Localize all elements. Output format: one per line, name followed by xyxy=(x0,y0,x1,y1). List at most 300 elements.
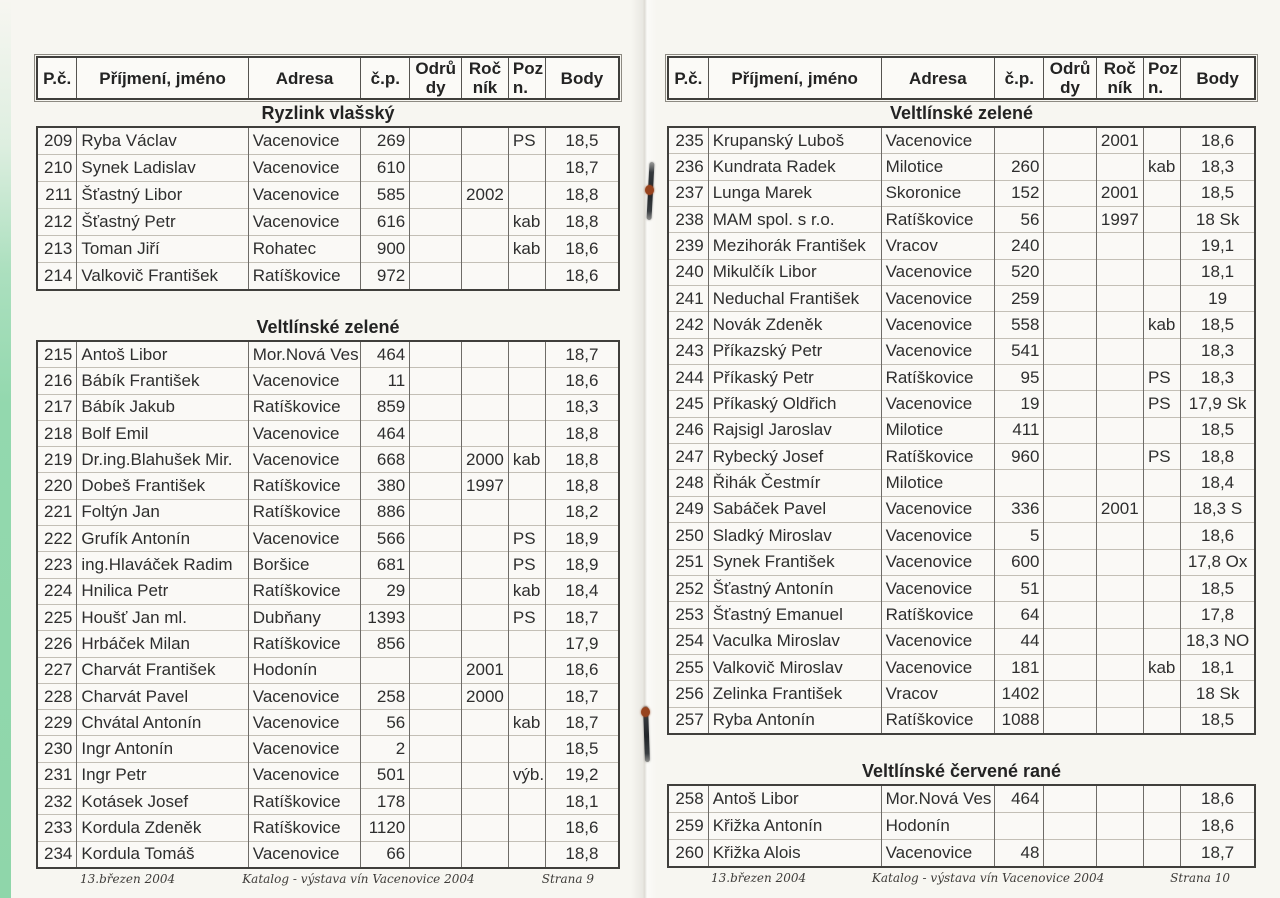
cell-entry-number: 237 xyxy=(668,180,708,206)
header-col-variety: Odrů dy xyxy=(410,57,462,99)
cell-address: Vacenovice xyxy=(248,841,361,868)
cell-address: Vracov xyxy=(881,681,995,707)
cell-name: Charvát František xyxy=(77,657,248,683)
cell-house-number: 29 xyxy=(361,578,410,604)
cell-address: Vacenovice xyxy=(248,209,361,236)
cell-vintage xyxy=(462,631,509,657)
cell-house-number: 95 xyxy=(995,365,1044,391)
footer-title: Katalog - výstava vín Vacenovice 2004 xyxy=(871,870,1105,885)
cell-house-number xyxy=(995,812,1044,839)
cell-entry-number: 223 xyxy=(37,552,77,578)
cell-name: Ingr Antonín xyxy=(77,736,248,762)
header-col-entry-number: P.č. xyxy=(674,68,703,88)
cell-address: Ratíškovice xyxy=(881,207,995,233)
cell-note xyxy=(508,420,545,446)
cell-name: Grufík Antonín xyxy=(77,526,248,552)
header-col-variety: Odrů dy xyxy=(1044,57,1096,99)
cell-entry-number: 247 xyxy=(668,444,708,470)
cell-variety xyxy=(1044,785,1096,813)
cell-entry-number: 227 xyxy=(37,657,77,683)
cell-points: 18,7 xyxy=(545,341,619,368)
cell-address: Vacenovice xyxy=(881,312,995,338)
cell-variety xyxy=(410,736,462,762)
cell-vintage xyxy=(1096,707,1143,734)
staple-rust-spot xyxy=(641,707,650,717)
cell-points: 18,8 xyxy=(545,182,619,209)
cell-note xyxy=(1143,470,1180,496)
cell-vintage xyxy=(462,127,509,155)
cell-vintage xyxy=(462,263,509,291)
cell-vintage xyxy=(1096,681,1143,707)
cell-address: Vacenovice xyxy=(881,549,995,575)
cell-variety xyxy=(1044,523,1096,549)
cell-variety xyxy=(410,155,462,182)
cell-name: Kordula Tomáš xyxy=(77,841,248,868)
table-row xyxy=(37,815,619,841)
table-row xyxy=(668,180,1255,206)
cell-entry-number: 241 xyxy=(668,286,708,312)
cell-name: Vaculka Miroslav xyxy=(708,628,881,654)
cell-points: 18,6 xyxy=(1181,785,1255,813)
cell-variety xyxy=(1044,470,1096,496)
cell-points: 18,6 xyxy=(545,657,619,683)
cell-note xyxy=(508,499,545,525)
table-row xyxy=(37,683,619,709)
header-col-address: Adresa xyxy=(248,57,361,99)
cell-vintage xyxy=(462,578,509,604)
cell-house-number: 520 xyxy=(995,259,1044,285)
cell-address: Boršice xyxy=(248,552,361,578)
wine-entries-table xyxy=(667,126,1256,735)
cell-address: Vacenovice xyxy=(881,839,995,867)
cell-entry-number: 258 xyxy=(675,788,704,808)
catalog-page-right xyxy=(667,56,1256,885)
cell-vintage: 2002 xyxy=(462,182,509,209)
cell-house-number: 1088 xyxy=(995,707,1044,734)
header-col-vintage: Roč ník xyxy=(1096,57,1143,99)
cell-vintage xyxy=(462,236,509,263)
cell-address: Vacenovice xyxy=(881,575,995,601)
cell-entry-number: 240 xyxy=(668,259,708,285)
cell-name: Sladký Miroslav xyxy=(708,523,881,549)
cell-vintage xyxy=(1096,575,1143,601)
cell-address: Ratíškovice xyxy=(248,578,361,604)
table-row xyxy=(37,762,619,788)
cell-entry-number: 225 xyxy=(37,604,77,630)
cell-house-number: 972 xyxy=(361,263,410,291)
cell-vintage xyxy=(1096,338,1143,364)
cell-house-number: 44 xyxy=(995,628,1044,654)
cell-note xyxy=(1143,338,1180,364)
cell-house-number: 900 xyxy=(361,236,410,263)
cell-variety xyxy=(1044,839,1096,867)
cell-name: Dr.ing.Blahušek Mir. xyxy=(77,447,248,473)
cell-points: 18,3 xyxy=(545,394,619,420)
cell-address: Vacenovice xyxy=(881,286,995,312)
cell-vintage xyxy=(462,368,509,394)
cell-address: Vacenovice xyxy=(881,496,995,522)
table-row xyxy=(668,707,1255,734)
cell-entry-number: 209 xyxy=(43,131,73,150)
cell-vintage xyxy=(462,815,509,841)
cell-note xyxy=(1143,707,1180,734)
cell-note: kab xyxy=(508,710,545,736)
table-row xyxy=(668,628,1255,654)
footer-title: Katalog - výstava vín Vacenovice 2004 xyxy=(242,871,475,886)
cell-address: Vacenovice xyxy=(248,420,361,446)
cell-note xyxy=(508,841,545,868)
cell-points: 18,7 xyxy=(545,155,619,182)
cell-address: Ratíškovice xyxy=(248,815,361,841)
cell-name: Příkaský Petr xyxy=(708,365,881,391)
table-row xyxy=(668,127,1255,154)
cell-note xyxy=(508,341,545,368)
cell-points: 18,5 xyxy=(1181,417,1255,443)
cell-entry-number: 260 xyxy=(668,839,708,867)
cell-variety xyxy=(410,789,462,815)
header-row xyxy=(668,57,1255,99)
cell-name: ing.Hlaváček Radim xyxy=(77,552,248,578)
cell-name: Bábík František xyxy=(77,368,248,394)
table-row xyxy=(668,575,1255,601)
cell-house-number: 56 xyxy=(995,207,1044,233)
cell-variety xyxy=(410,420,462,446)
table-row xyxy=(668,496,1255,522)
cell-vintage xyxy=(462,841,509,868)
section-title: Veltlínské červené rané xyxy=(861,760,1062,781)
cell-note xyxy=(1143,575,1180,601)
table-row xyxy=(37,127,619,155)
cell-entry-number: 222 xyxy=(37,526,77,552)
cell-variety xyxy=(410,841,462,868)
cell-house-number: 56 xyxy=(361,710,410,736)
section-title: Veltlínské zelené xyxy=(256,317,400,337)
cell-vintage xyxy=(1096,628,1143,654)
cell-note: PS xyxy=(508,552,545,578)
cell-address: Ratíškovice xyxy=(248,789,361,815)
cell-name: Kordula Zdeněk xyxy=(77,815,248,841)
cell-vintage xyxy=(462,552,509,578)
cell-house-number: 380 xyxy=(361,473,410,499)
cell-name: Mezihorák František xyxy=(708,233,881,259)
cell-points: 18,7 xyxy=(1181,839,1255,867)
cell-points: 18,1 xyxy=(545,789,619,815)
cell-vintage xyxy=(1096,444,1143,470)
cell-house-number: 859 xyxy=(361,394,410,420)
cell-address: Ratíškovice xyxy=(248,499,361,525)
cell-name: Řihák Čestmír xyxy=(708,470,881,496)
cell-name: Antoš Libor xyxy=(708,785,881,813)
cell-points: 18,8 xyxy=(545,420,619,446)
cell-vintage: 2000 xyxy=(462,447,509,473)
table-row xyxy=(37,578,619,604)
cell-points: 18,5 xyxy=(1181,575,1255,601)
cell-address: Vacenovice xyxy=(248,127,361,155)
cell-entry-number: 232 xyxy=(37,789,77,815)
cell-variety xyxy=(1044,444,1096,470)
cell-note: kab xyxy=(508,209,545,236)
cell-note xyxy=(1143,233,1180,259)
cell-name: Zelinka František xyxy=(708,681,881,707)
header-col-house-number: č.p. xyxy=(995,57,1044,99)
cell-entry-number: 210 xyxy=(37,155,77,182)
cell-address: Milotice xyxy=(881,417,995,443)
cell-points: 18,5 xyxy=(1181,707,1255,734)
cell-address: Hodonín xyxy=(881,812,995,839)
cell-note: PS xyxy=(1143,391,1180,417)
cell-note xyxy=(1143,496,1180,522)
cell-entry-number: 216 xyxy=(37,368,77,394)
cell-house-number: 411 xyxy=(995,417,1044,443)
cell-entry-number: 236 xyxy=(668,154,708,180)
cell-vintage: 2001 xyxy=(1096,496,1143,522)
cell-name: Mikulčík Libor xyxy=(708,259,881,285)
table-row xyxy=(668,391,1255,417)
header-col-entry-number: P.č. xyxy=(43,68,72,88)
cell-points: 18,7 xyxy=(545,710,619,736)
cell-house-number: 464 xyxy=(361,341,410,368)
cell-variety xyxy=(410,526,462,552)
cell-note xyxy=(508,683,545,709)
cell-points: 19 xyxy=(1181,286,1255,312)
cell-variety xyxy=(410,209,462,236)
cell-points: 18,6 xyxy=(545,263,619,291)
cell-vintage xyxy=(462,155,509,182)
cell-note xyxy=(1143,812,1180,839)
table-row xyxy=(37,155,619,182)
cell-entry-number: 215 xyxy=(43,344,73,364)
cell-entry-number: 239 xyxy=(668,233,708,259)
table-row xyxy=(668,417,1255,443)
table-row xyxy=(37,631,619,657)
cell-points: 18,8 xyxy=(545,841,619,868)
cell-vintage xyxy=(462,526,509,552)
cell-name: Synek Ladislav xyxy=(77,155,248,182)
cell-name: MAM spol. s r.o. xyxy=(708,207,881,233)
cell-address: Vacenovice xyxy=(248,762,361,788)
cell-entry-number: 248 xyxy=(668,470,708,496)
cell-points: 18,8 xyxy=(545,209,619,236)
cell-variety xyxy=(410,815,462,841)
cell-note: kab xyxy=(508,578,545,604)
cell-address: Rohatec xyxy=(248,236,361,263)
cell-house-number: 260 xyxy=(995,154,1044,180)
cell-points: 18,6 xyxy=(1181,523,1255,549)
cell-house-number: 258 xyxy=(361,683,410,709)
cell-vintage xyxy=(462,209,509,236)
cell-entry-number: 224 xyxy=(37,578,77,604)
cell-name: Bolf Emil xyxy=(77,420,248,446)
cell-vintage: 1997 xyxy=(1096,207,1143,233)
cell-name: Hrbáček Milan xyxy=(77,631,248,657)
cell-vintage xyxy=(462,499,509,525)
cell-vintage xyxy=(1096,785,1143,813)
footer-page-number: Strana 10 xyxy=(1170,870,1230,885)
table-row xyxy=(668,812,1255,839)
cell-address: Vacenovice xyxy=(248,710,361,736)
table-row xyxy=(37,526,619,552)
cell-address: Vacenovice xyxy=(881,391,995,417)
table-row xyxy=(37,236,619,263)
cell-name: Křižka Antonín xyxy=(708,812,881,839)
cell-house-number xyxy=(995,127,1044,154)
cell-entry-number: 255 xyxy=(668,654,708,680)
sections-container xyxy=(667,101,1256,868)
cell-note xyxy=(508,155,545,182)
cell-address: Skoronice xyxy=(881,180,995,206)
cell-vintage xyxy=(1096,233,1143,259)
table-row xyxy=(37,394,619,420)
cell-address: Vacenovice xyxy=(248,182,361,209)
cell-entry-number: 230 xyxy=(37,736,77,762)
cell-name: Houšť Jan ml. xyxy=(77,604,248,630)
cell-name: Křižka Alois xyxy=(708,839,881,867)
cell-note xyxy=(508,657,545,683)
table-row xyxy=(37,604,619,630)
cell-note: kab xyxy=(508,236,545,263)
cell-entry-number: 214 xyxy=(37,263,77,291)
catalog-page-left xyxy=(36,56,620,886)
cell-house-number: 566 xyxy=(361,526,410,552)
table-row xyxy=(668,233,1255,259)
cell-vintage xyxy=(1096,812,1143,839)
cell-vintage xyxy=(462,789,509,815)
cell-entry-number: 246 xyxy=(668,417,708,443)
wine-entries-table xyxy=(36,126,620,291)
cell-name: Charvát Pavel xyxy=(77,683,248,709)
cell-points: 17,8 Ox xyxy=(1181,549,1255,575)
cell-address: Ratíškovice xyxy=(881,365,995,391)
cell-vintage xyxy=(1096,602,1143,628)
cell-points: 19,2 xyxy=(545,762,619,788)
cell-variety xyxy=(410,578,462,604)
cell-variety xyxy=(410,683,462,709)
cell-house-number: 5 xyxy=(995,523,1044,549)
cell-variety xyxy=(1044,628,1096,654)
cell-variety xyxy=(1044,180,1096,206)
cell-house-number: 464 xyxy=(995,785,1044,813)
cell-vintage xyxy=(462,604,509,630)
cell-address: Milotice xyxy=(881,470,995,496)
cell-variety xyxy=(1044,233,1096,259)
page-footer xyxy=(36,872,620,886)
cell-entry-number: 228 xyxy=(37,683,77,709)
table-row xyxy=(668,154,1255,180)
cell-variety xyxy=(410,552,462,578)
header-row xyxy=(37,57,619,99)
cell-points: 18,3 xyxy=(1181,154,1255,180)
cell-entry-number: 249 xyxy=(668,496,708,522)
cell-name: Synek František xyxy=(708,549,881,575)
header-col-vintage: Roč ník xyxy=(462,57,509,99)
cell-points: 18,9 xyxy=(545,526,619,552)
page-footer xyxy=(667,871,1256,885)
cell-variety xyxy=(410,604,462,630)
cell-variety xyxy=(1044,602,1096,628)
cell-vintage xyxy=(1096,654,1143,680)
header-col-note: Poz n. xyxy=(1143,57,1180,99)
cell-variety xyxy=(410,447,462,473)
cell-entry-number: 211 xyxy=(37,182,77,209)
section-title: Veltlínské zelené xyxy=(889,103,1034,123)
cell-entry-number: 218 xyxy=(37,420,77,446)
cell-note xyxy=(1143,628,1180,654)
cell-name: Valkovič František xyxy=(77,263,248,291)
cell-variety xyxy=(410,473,462,499)
cell-house-number: 66 xyxy=(361,841,410,868)
cell-house-number: 1393 xyxy=(361,604,410,630)
cell-note: PS xyxy=(508,526,545,552)
header-col-points: Body xyxy=(545,57,619,99)
cell-vintage xyxy=(1096,839,1143,867)
footer-date: 13.březen 2004 xyxy=(80,871,176,886)
table-row xyxy=(37,447,619,473)
cell-points: 18,5 xyxy=(545,736,619,762)
cell-points: 18,5 xyxy=(545,127,619,155)
cell-note xyxy=(1143,259,1180,285)
cell-entry-number: 226 xyxy=(37,631,77,657)
cell-note: výb. xyxy=(508,762,545,788)
cell-vintage: 2001 xyxy=(1096,127,1143,154)
header-col-note: Poz n. xyxy=(508,57,545,99)
cell-entry-number: 244 xyxy=(668,365,708,391)
table-row xyxy=(37,473,619,499)
cell-note xyxy=(508,368,545,394)
cell-address: Ratíškovice xyxy=(881,444,995,470)
cell-points: 18,4 xyxy=(545,578,619,604)
cell-name: Ryba Václav xyxy=(77,127,248,155)
cell-name: Antoš Libor xyxy=(77,341,248,368)
wine-entries-table xyxy=(36,340,620,869)
cell-name: Hnilica Petr xyxy=(77,578,248,604)
cell-house-number: 610 xyxy=(361,155,410,182)
cell-address: Ratíškovice xyxy=(881,602,995,628)
cell-house-number: 541 xyxy=(995,338,1044,364)
cell-entry-number: 256 xyxy=(668,681,708,707)
table-row xyxy=(668,365,1255,391)
cell-note xyxy=(1143,785,1180,813)
cell-variety xyxy=(1044,365,1096,391)
cell-variety xyxy=(410,710,462,736)
header-col-address: Adresa xyxy=(881,57,995,99)
table-row xyxy=(668,654,1255,680)
cell-vintage xyxy=(1096,523,1143,549)
cell-variety xyxy=(1044,654,1096,680)
cell-address: Milotice xyxy=(881,154,995,180)
table-header xyxy=(667,56,1256,100)
cell-name: Ingr Petr xyxy=(77,762,248,788)
cell-vintage xyxy=(1096,470,1143,496)
cell-house-number xyxy=(995,470,1044,496)
table-row xyxy=(668,785,1255,813)
cell-entry-number: 259 xyxy=(668,812,708,839)
header-col-name: Příjmení, jméno xyxy=(77,57,248,99)
cell-name: Šťastný Petr xyxy=(77,209,248,236)
cell-name: Toman Jiří xyxy=(77,236,248,263)
cell-points: 18 Sk xyxy=(1181,207,1255,233)
cell-entry-number: 257 xyxy=(668,707,708,734)
cell-house-number: 336 xyxy=(995,496,1044,522)
cell-note xyxy=(1143,523,1180,549)
header-col-points: Body xyxy=(1181,57,1255,99)
booklet-green-edge xyxy=(0,0,11,898)
cell-name: Rajsigl Jaroslav xyxy=(708,417,881,443)
cell-house-number: 856 xyxy=(361,631,410,657)
cell-name: Šťastný Emanuel xyxy=(708,602,881,628)
cell-house-number: 2 xyxy=(361,736,410,762)
table-row xyxy=(37,209,619,236)
cell-name: Novák Zdeněk xyxy=(708,312,881,338)
